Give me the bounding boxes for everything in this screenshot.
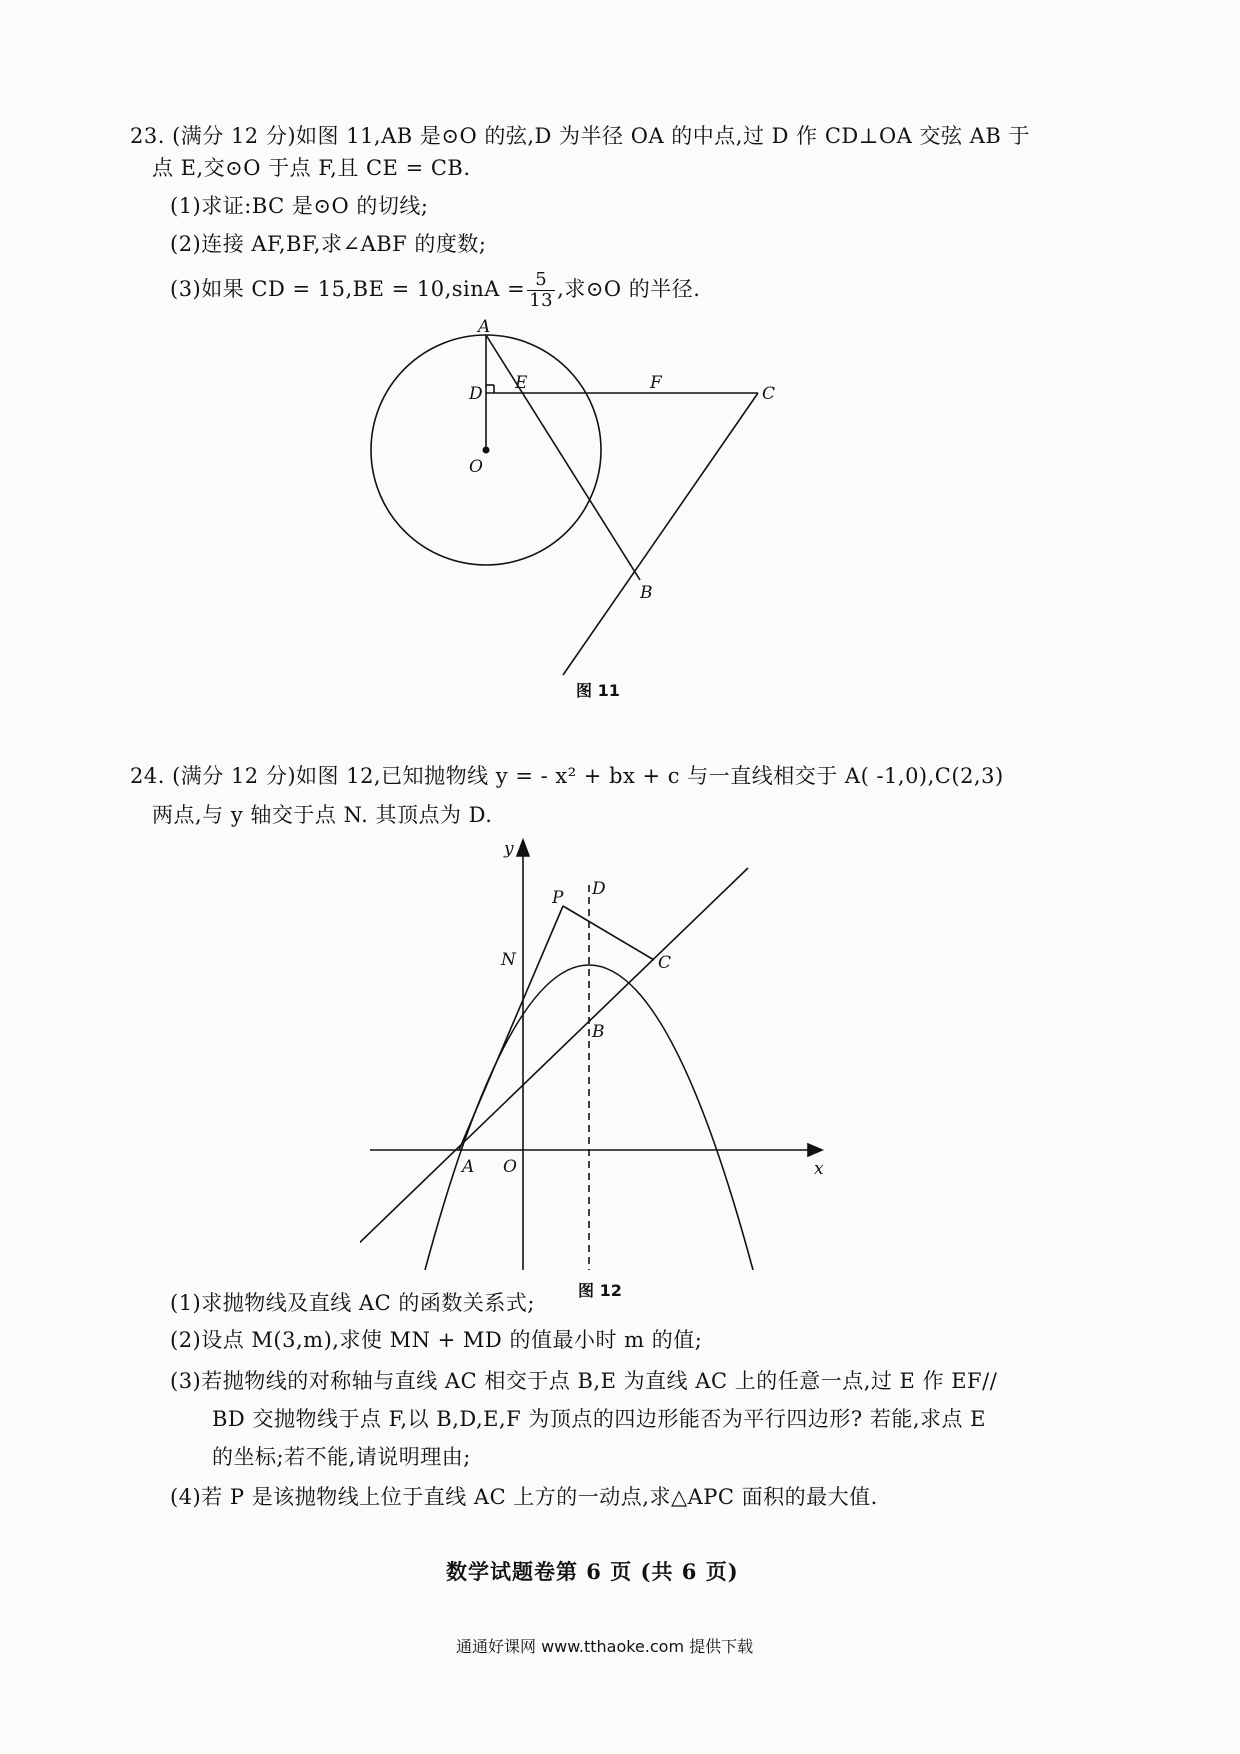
download-credit: 通通好课网 www.tthaoke.com 提供下载	[456, 1637, 754, 1656]
label-b: B	[592, 1022, 605, 1042]
segment-pc	[563, 906, 654, 960]
label-e: E	[515, 373, 528, 393]
q23-stem-line1: 23. (满分 12 分)如图 11,AB 是⊙O 的弦,D 为半径 OA 的中点,过 D 作 CD⊥OA 交弦 AB 于	[130, 124, 1030, 148]
figure-11	[0, 0, 1240, 700]
segment-ab	[486, 335, 640, 580]
q24-part1: (1)求抛物线及直线 AC 的函数关系式;	[170, 1291, 535, 1315]
q24-part3-line2: BD 交抛物线于点 F,以 B,D,E,F 为顶点的四边形能否为平行四边形? 若能,求点 E	[212, 1407, 987, 1431]
center-point-o	[483, 447, 490, 454]
label-n: N	[501, 950, 516, 970]
label-o: O	[469, 457, 483, 477]
label-a: A	[478, 317, 491, 337]
label-x: x	[814, 1159, 824, 1179]
label-d: D	[592, 879, 606, 899]
label-o: O	[503, 1157, 517, 1177]
q24-part4: (4)若 P 是该抛物线上位于直线 AC 上方的一动点,求△APC 面积的最大值.	[170, 1485, 878, 1509]
q24-stem-line1: 24. (满分 12 分)如图 12,已知抛物线 y = - x² + bx + c 与一直线相交于 A( -1,0),C(2,3)	[130, 764, 1004, 788]
label-b: B	[640, 583, 653, 603]
line-cb	[563, 393, 758, 675]
page-footer: 数学试题卷第 6 页 (共 6 页)	[446, 1559, 739, 1584]
label-p: P	[552, 888, 564, 908]
y-axis-arrow	[517, 840, 529, 856]
label-c: C	[658, 953, 672, 973]
q24-part3-line1: (3)若抛物线的对称轴与直线 AC 相交于点 B,E 为直线 AC 上的任意一点,过 E 作 EF//	[170, 1369, 998, 1393]
q23-part3-before: (3)如果 CD = 15,BE = 10,sinA =	[170, 277, 526, 301]
q23-part1: (1)求证:BC 是⊙O 的切线;	[170, 194, 429, 218]
q24-stem-line2: 两点,与 y 轴交于点 N. 其顶点为 D.	[152, 803, 493, 827]
line-ac	[352, 868, 748, 1250]
fraction-numerator: 5	[527, 270, 555, 291]
label-a: A	[462, 1157, 475, 1177]
label-y: y	[504, 839, 514, 859]
q23-stem-line2: 点 E,交⊙O 于点 F,且 CE = CB.	[152, 156, 471, 180]
label-f: F	[650, 373, 662, 393]
q23-part2: (2)连接 AF,BF,求∠ABF 的度数;	[170, 232, 487, 256]
q23-part3-after: ,求⊙O 的半径.	[557, 277, 701, 301]
x-axis-arrow	[808, 1144, 822, 1156]
figure-11-caption: 图 11	[576, 681, 620, 700]
fraction-denominator: 13	[529, 290, 554, 311]
label-c: C	[762, 384, 776, 404]
figure-12	[0, 820, 1240, 1280]
q24-part3-line3: 的坐标;若不能,请说明理由;	[212, 1445, 471, 1469]
segment-ap	[459, 906, 563, 1150]
label-d: D	[469, 384, 483, 404]
figure-12-caption: 图 12	[578, 1281, 622, 1300]
q24-part2: (2)设点 M(3,m),求使 MN + MD 的值最小时 m 的值;	[170, 1328, 703, 1352]
